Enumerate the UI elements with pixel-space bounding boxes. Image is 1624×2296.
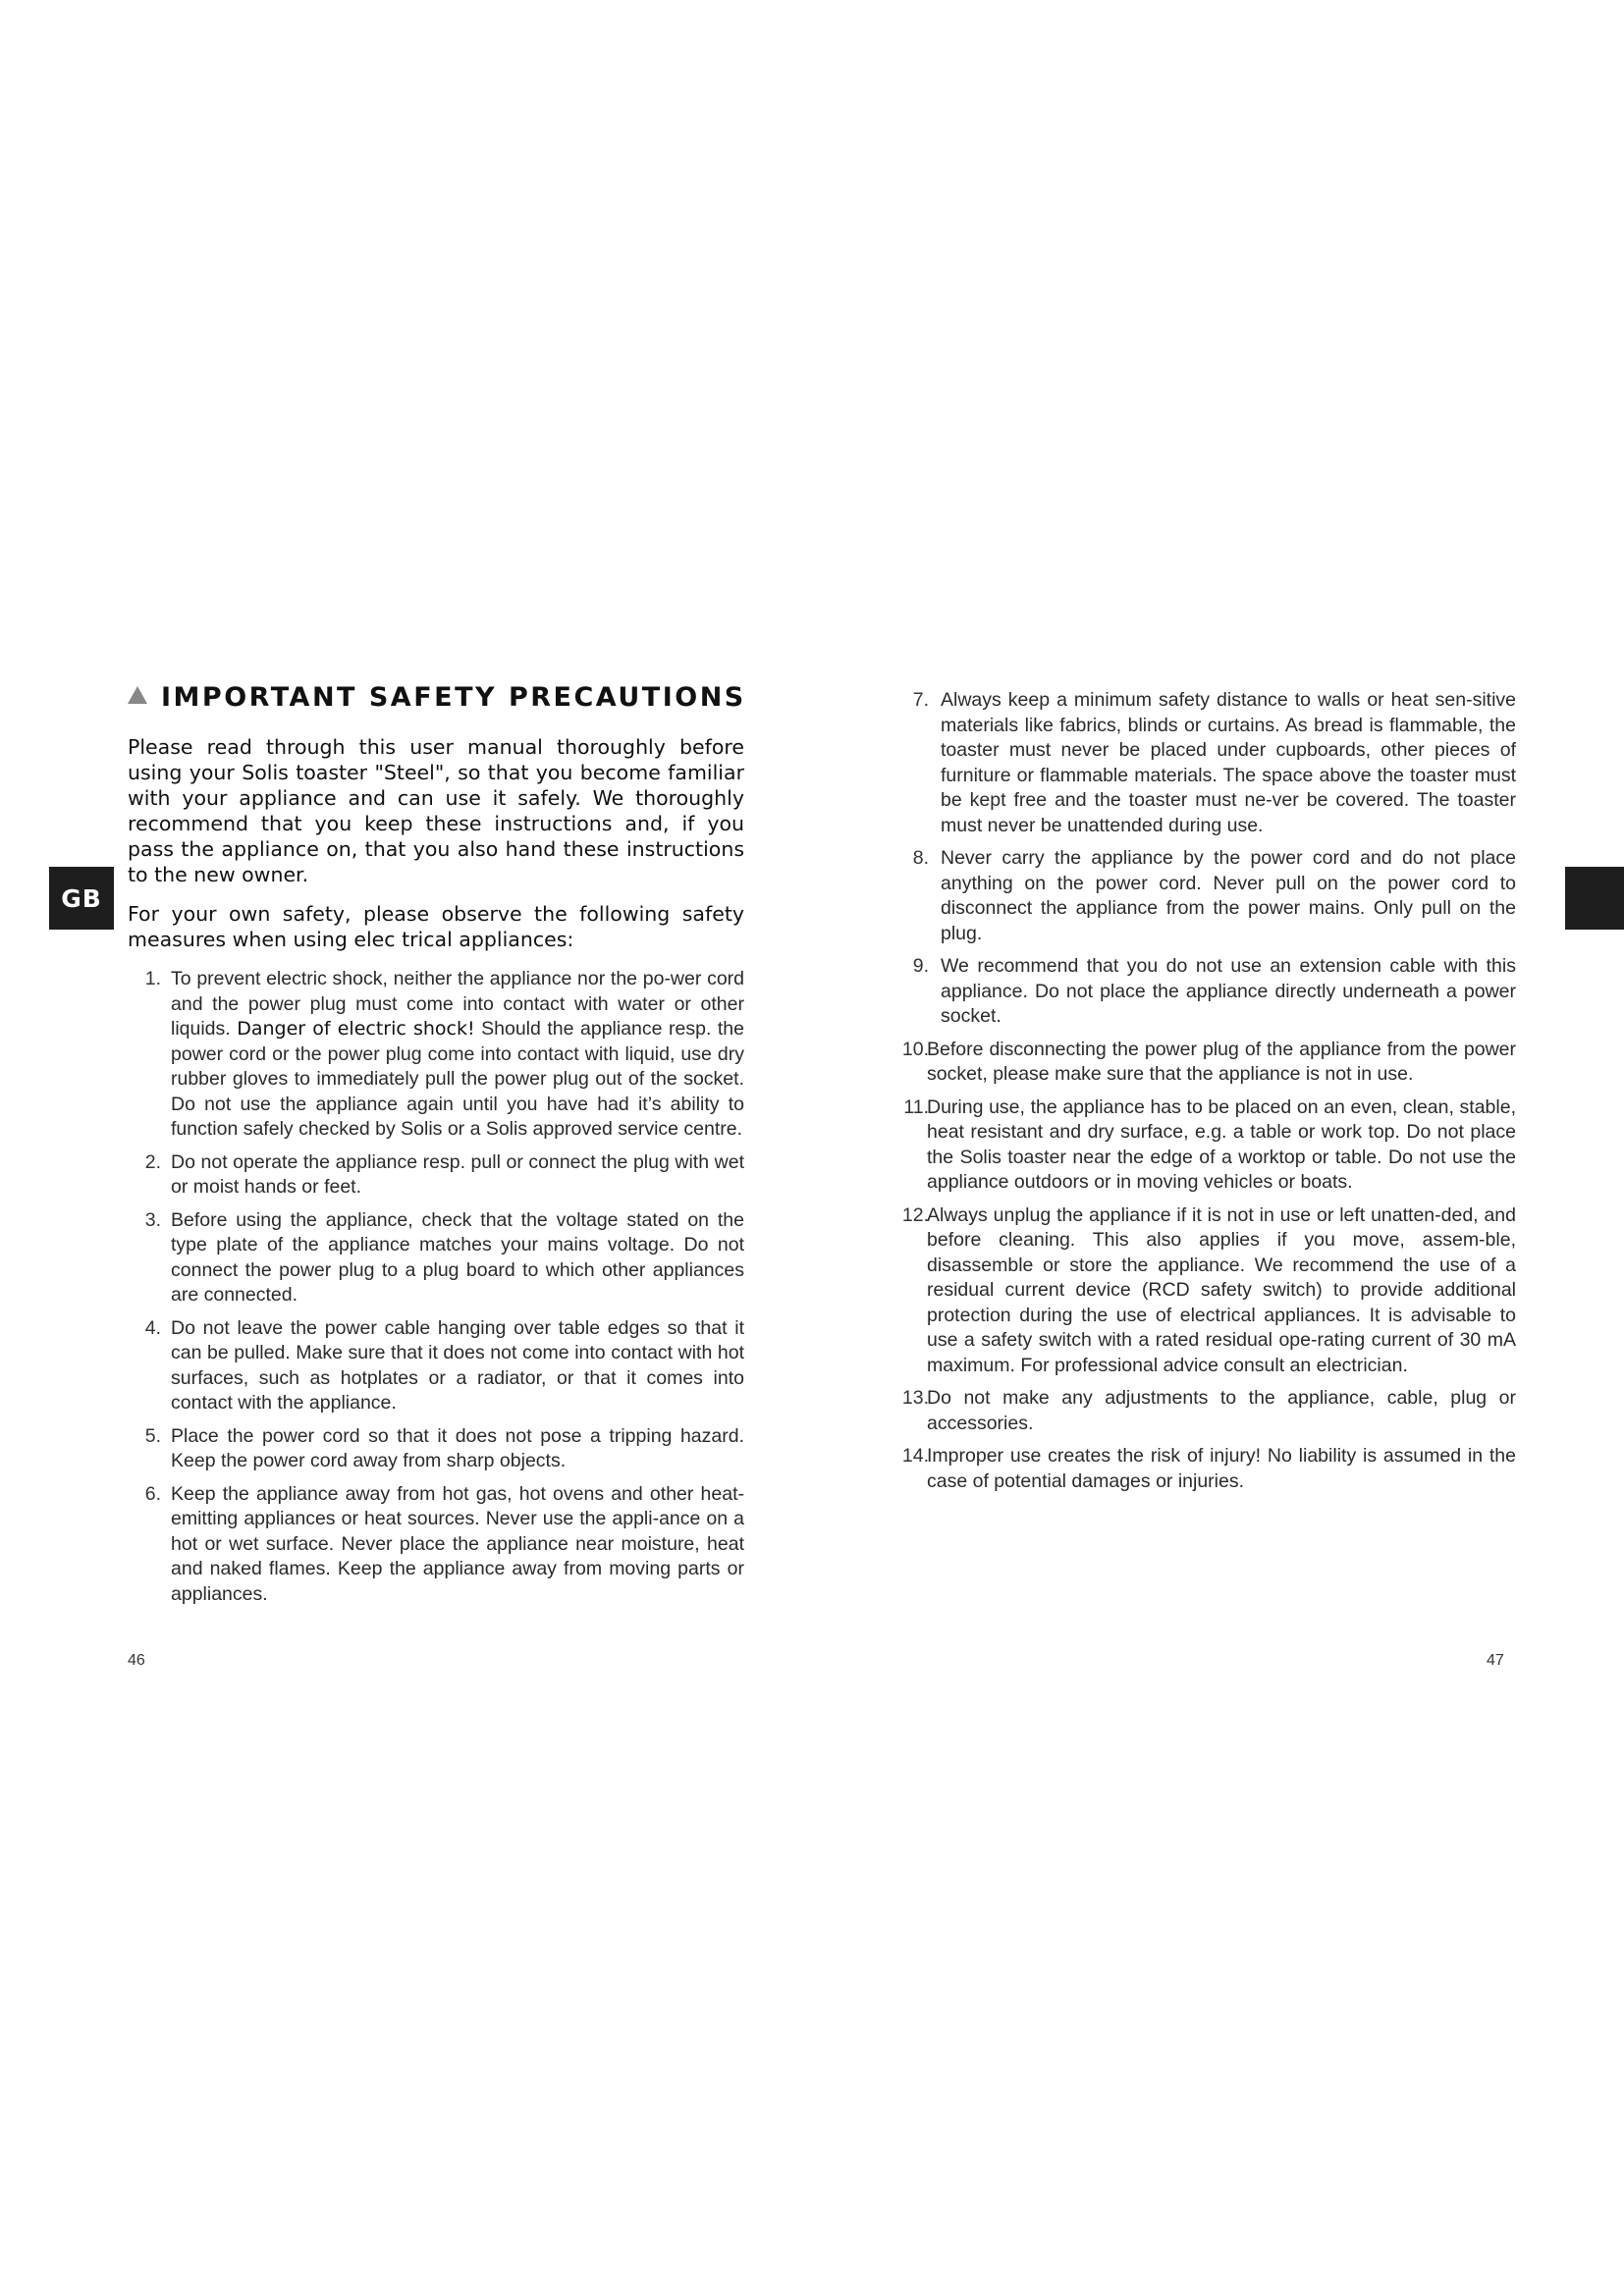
list-item <box>128 1208 744 1308</box>
safety-list-right <box>884 688 1516 1502</box>
item-text: We recommend that you do not use an extension cable with this appliance. Do not place the appliance directly underneath a power socket. <box>941 955 1516 1027</box>
item-text-cont: Should the appliance resp. the power cord or the power plug come into contact with liquid, use dry rubber gloves to immediately pull the power plug out of the socket. Do not use the appliance again until you have had it’s ability to function safely checked by Solis or a Solis approved service centre. <box>171 1018 744 1140</box>
item-number: 8. <box>912 847 929 869</box>
list-item <box>128 1424 744 1474</box>
list-item <box>884 1386 1516 1436</box>
list-item <box>128 1482 744 1608</box>
item-text: Place the power cord so that it does not pose a tripping hazard. Keep the power cord away from sharp objects. <box>171 1424 744 1471</box>
item-text: Before disconnecting the power plug of the appliance from the power socket, please make sure that the appliance is not in use. <box>927 1038 1516 1085</box>
item-text: Always keep a minimum safety distance to walls or heat sen-sitive materials like fabrics, blinds or curtains. As bread is flammable, the toaster must never be placed under cupboards, other pieces of furniture or flammable materials. The space above the toaster must be kept free and the toaster must ne-ver be covered. The toaster must never be unattended during use. <box>941 689 1516 836</box>
item-number: 11. <box>903 1095 929 1118</box>
section-heading-text: IMPORTANT SAFETY PRECAUTIONS <box>161 682 746 713</box>
item-number: 3. <box>144 1208 161 1231</box>
list-item <box>884 688 1516 838</box>
item-text: Always unplug the appliance if it is not in use or left unatten-ded, and before cleaning. This also applies if you move, assem-ble, disassemble or store the appliance. We recommend the use of a residual current device (RCD safety switch) to provide additional protection during the use of electrical appliances. It is advisable to use a safety switch with a rated residual ope-rating current of 30 mA maximum. For professional advice consult an electrician. <box>927 1203 1516 1376</box>
item-number: 7. <box>912 689 929 711</box>
item-text: Do not leave the power cable hanging over table edges so that it can be pulled. Make sure that it does not come into contact with hot surfaces, such as hotplates or a radiator, or that it comes into contact with the appliance. <box>171 1316 744 1414</box>
item-text: Keep the appliance away from hot gas, hot ovens and other heat-emitting appliances or heat sources. Never use the appli-ance on a hot or wet surface. Never place the appliance near moisture, heat and naked flames. Keep the appliance away from moving parts or appliances. <box>171 1482 744 1605</box>
item-text: Do not operate the appliance resp. pull or connect the plug with wet or moist hands or feet. <box>171 1150 744 1198</box>
item-text: Improper use creates the risk of injury! No liability is assumed in the case of potential damages or injuries. <box>927 1445 1516 1492</box>
list-item <box>884 954 1516 1030</box>
item-number: 4. <box>144 1316 161 1339</box>
safety-measures-intro: For your own safety, please observe the following safety measures when using elec trical appliances: <box>128 902 744 951</box>
list-item <box>884 1095 1516 1196</box>
item-number: 14. <box>901 1445 929 1467</box>
list-item <box>128 1316 744 1416</box>
danger-warning: Danger of electric shock! <box>237 1018 475 1040</box>
list-item <box>884 846 1516 946</box>
item-number: 10. <box>901 1038 929 1060</box>
item-number: 12. <box>901 1203 929 1226</box>
side-thumb-tab <box>1565 867 1624 930</box>
item-text: During use, the appliance has to be placed on an even, clean, stable, heat resistant and dry surface, e.g. a table or work top. Do not place the Solis toaster near the edge of a worktop or table. Do not use the appliance outdoors or in moving vehicles or boats. <box>927 1095 1516 1193</box>
page-number-left: 46 <box>128 1652 145 1669</box>
section-heading <box>128 682 746 713</box>
list-item <box>884 1444 1516 1494</box>
language-tab-gb: GB <box>49 867 114 930</box>
list-item <box>128 1150 744 1201</box>
list-item <box>128 967 744 1143</box>
list-item <box>884 1038 1516 1088</box>
item-number: 1. <box>144 968 161 989</box>
page-number-right: 47 <box>1487 1652 1504 1669</box>
item-number: 13. <box>901 1387 929 1409</box>
item-text: Never carry the appliance by the power cord and do not place anything on the power cord. Never pull on the power cord to disconnect the appliance from the power mains. Only pull on the plug. <box>941 847 1516 944</box>
list-item <box>884 1203 1516 1379</box>
item-number: 5. <box>144 1424 161 1447</box>
intro-paragraph: Please read through this user manual thoroughly before using your Solis toaster "Steel", so that you become familiar with your appliance and can use it safely. We thoroughly recommend that you keep these instructions and, if you pass the appliance on, that you also hand these instructions to the new owner. <box>128 735 744 886</box>
safety-list-left <box>128 967 744 1615</box>
item-text: To prevent electric shock, neither the appliance nor the po-wer cord and the power plug must come into contact with water or other liquids. <box>171 968 744 1040</box>
item-text: Do not make any adjustments to the appliance, cable, plug or accessories. <box>927 1387 1516 1434</box>
warning-triangle-icon <box>128 686 147 704</box>
item-text: Before using the appliance, check that the voltage stated on the type plate of the appliance matches your mains voltage. Do not connect the power plug to a plug board to which other appliances are connected. <box>171 1208 744 1306</box>
item-number: 6. <box>144 1482 161 1505</box>
item-number: 2. <box>144 1150 161 1173</box>
item-number: 9. <box>912 955 929 977</box>
